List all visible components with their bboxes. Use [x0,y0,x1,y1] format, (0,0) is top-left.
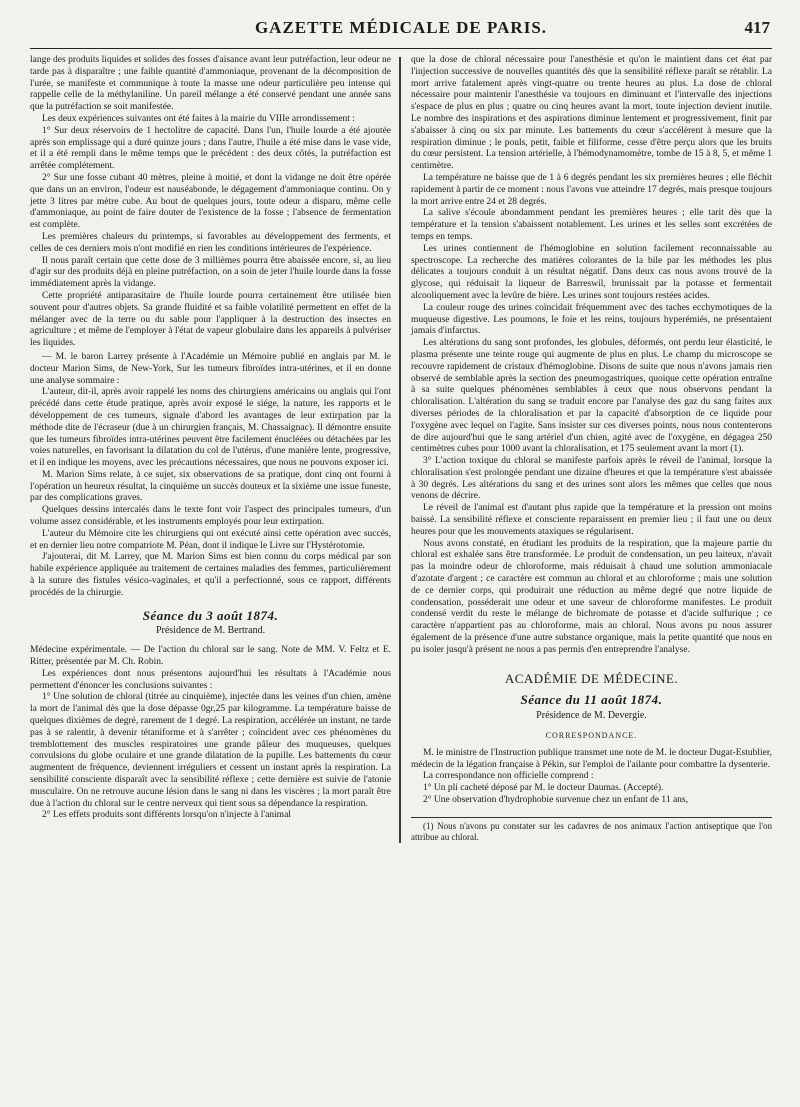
paragraph: Quelques dessins intercalés dans le texte font voir l'aspect des principales tumeurs, d'un volume assez considérable, et les instruments employés pour leur extirpation. [30,505,392,528]
paragraph: 1° Sur deux réservoirs de 1 hectolitre de capacité. Dans l'un, l'huile lourde a été ajoutée après son emplissage qui a duré quinze jours ; dans l'autre, l'huile a été mise dans le vase vide, et il a été rempli dans le même temps que le précédent : des deux côtés, la putréfaction est arrêtée complétement. [30,125,392,172]
footnote-divider [411,817,772,818]
seance-heading: Séance du 3 août 1874. [142,607,279,623]
paragraph: La couleur rouge des urines coïncidait fréquemment avec des taches ecchymotiques de la muqueuse digestive. Les poumons, le foie et les reins, toujours hyperémiés, ne présentaient jamais d'infarctus. [410,302,772,337]
journal-title: GAZETTE MÉDICALE DE PARIS. [254,18,548,37]
paragraph: J'ajouterai, dit M. Larrey, que M. Marion Sims est bien connu du corps médical par son habile expérience appliquée au traitement de certaines maladies des femmes, particulièrement à la suture des fistules vésico-vaginales, et qu'il a perfectionné, sous ce rapport, différents procédés de la chirurgie. [30,552,392,598]
paragraph: Les premières chaleurs du printemps, si favorables au développement des ferments, et celles de ces derniers mois n'ont modifié en rien les conditions intérieures de l'expérience. [30,231,392,254]
seance-heading: Séance du 11 août 1874. [520,692,663,708]
article-heading: Médecine expérimentale. — De l'action du chloral sur le sang. Note de MM. V. Feltz et E. Ritter, présentée par M. Ch. Robin. [30,645,392,668]
paragraph: Les expériences dont nous présentons aujourd'hui les résultats à l'Académie nous permettent d'énoncer les conclusions suivantes : [30,668,392,691]
presidence-line: Présidence de M. Bertrand. [155,625,266,637]
paragraph: Nous avons constaté, en étudiant les produits de la respiration, que la majeure partie du chloral est exhalée sans être transformée. Le produit de condensation, un peu laiteux, n'avait pas la moindre odeur de chloroforme, mais réduisait à chaud une solution ammoniacale d'azotate d'argent ; ce caractère est commun au chloral et au chloroforme ; mais une solution de ce dernier corps, qui produirait une réduction au même degré que notre liquide de condensation, posséderait une odeur et une saveur de chloroforme manifestes. Le produit condensé verdit du reste le mélange de bichromate de potasse et d'acide sulfurique ; ce caractère n'appartient pas au chloroforme, mais au chloral. Nous avons pu nous assurer également de la présence d'une autre substance organique, mais la petite quantité que nous en pu isoler jusqu'à présent ne nous a pas permis d'en entreprendre l'analyse. [410,538,772,655]
paragraph: — M. le baron Larrey présente à l'Académie un Mémoire publié en anglais par M. le docteur Marion Sims, de New-York, Sur les tumeurs fibroïdes intra-utérines, et il en donne une analyse sommaire : [30,351,392,386]
paragraph: L'auteur, dit-il, après avoir rappelé les noms des chirurgiens américains ou anglais qui l'ont précédé dans cette étude pratique, après avoir exposé le siége, la nature, les rapports et le développement de ces tumeurs, signale d'abord les avantages de leur extirpation par la méthode dite de l'écraseur (due à un chirurgien français, M. Chassaignac). Il démontre ensuite que les tumeurs fibroïdes intra-utérines peuvent être facilement énucléées ou détachées par les voies naturelles, en favorisant la dilatation du col de l'utérus, d'une manière lente, progressive, et il en indique les moyens, avec les précautions nécessaires, que nous ne pouvons exposer ici. [30,387,392,469]
left-column [30,55,399,843]
presidence-line: Présidence de M. Devergie. [536,710,647,722]
paragraph: que la dose de chloral nécessaire pour l'anesthésie et qu'on le maintient dans cet état par l'injection successive de nouvelles quantités dès que la sensibilité réflexe paraît se rétablir. La mort arrive fatalement après vingt-quatre ou trente heures au plus. La dose de chloral nécessaire pour maintenir l'anesthésie va toujours en diminuant et l'intervalle des injections s'espace de plus en plus ; quatre ou cinq heures avant la mort, toute injection devient inutile. Le nombre des inspirations et des aspirations diminue lentement et progressivement, finit par s'abaisser à cinq ou six par minute. Les battements du cœur s'accélèrent à mesure que la respiration diminue ; le pouls, petit, faible et filiforme, cesse d'être perçu alors que les bruits du cœur persistent. La tension artérielle, à l'hémodynamomètre, tombe de 15 à 8, 5, et même 1 centimètre. [410,55,772,172]
paragraph: 1° Un pli cacheté déposé par M. le docteur Daumas. (Accepté). [422,783,664,794]
paragraph: 2° Sur une fosse cubant 40 mètres, pleine à moitié, et dont la vidange ne doit être opérée que dans un an environ, l'odeur est nauséabonde, le dégagement d'ammoniaque continu. On y jette 3 litres par mètre cube. Au bout de quelques jours, toute odeur a disparu, même celle d'ammoniaque, au point de faire douter de l'existence de la fosse ; l'absence de fermentation est complète. [30,172,392,231]
paragraph: Les urines contiennent de l'hémoglobine en solution facilement reconnaissable au spectroscope. La recherche des matières colorantes de la bile par les méthodes les plus délicates a toujours conduit à un résultat négatif. Dans deux cas nous avons trouvé de la glycose, qui réduisait la liqueur de Barreswil, brunissait par la potasse et fermentait alcooliquement avec la levûre de bière. Les urines sont toujours restées acides. [410,243,772,301]
paragraph: 1° Une solution de chloral (titrée au cinquième), injectée dans les veines d'un chien, amène la mort de l'animal dès que la dose dépasse 0gr,25 par kilogramme. La température baisse de quelques dixièmes de degré, rarement de 1 degré. La respiration, accélérée un instant, ne tarde pas à se ralentir, à devenir tétaniforme et à s'arrêter ; coïncident avec ces phénomènes du tremblottement des muscles respiratoires une grande pâleur des muqueuses, quelques convulsions du globe oculaire et une grande dilatation de la pupille. Les battements du cœur augmentent de fréquence, deviennent irréguliers et cessent un instant après la respiration. La sensibilité consciente disparaît avec la sensibilité réflexe ; cette dernière est suivie de l'atonie musculaire. On ne retrouve aucune lésion dans le sang ni dans les viscères ; la mort paraît être due à l'action du chloral sur le centre nerveux qui tient sous sa dépendance la respiration. [30,692,392,809]
paragraph: Les deux expériences suivantes ont été faites à la mairie du VIIIe arrondissement : [42,113,355,124]
paragraph: L'auteur du Mémoire cite les chirurgiens qui ont exécuté ainsi cette opération avec succès, et en dernier lieu notre compatriote M. Péan, dont il indique le Livre sur l'Hystérotomie. [30,528,392,551]
paragraph: Il nous paraît certain que cette dose de 3 millièmes pourra être abaissée encore, si, au lieu d'agir sur des produits déjà en pleine putréfaction, on a soin de jeter l'huile lourde dans la fosse immédiatement après la vidange. [30,255,392,290]
page-number: 417 [744,18,770,37]
masthead [30,14,772,49]
two-column-body [30,55,772,843]
paragraph: Les altérations du sang sont profondes, les globules, déformés, ont perdu leur élasticité, le plasma présente une teinte rouge qui augmente de plus en plus. Le champ du microscope se recouvre rapidement de cristaux d'hémoglobine. Disons de suite que nous n'avons jamais rien observé de semblable après la section des pneumogastriques, quoique cette opération entraîne à sa suite quelques phénomènes semblables à ceux que nous observons pendant la chloralisation. L'altération du sang se traduit encore par l'analyse des gaz du sang faites aux diverses périodes de la chloralisation et par la capacité d'absorption de ce liquide pour l'oxygène avec lequel on l'agite. Sans insister sur ces diverses points, nous nous contenterons de dire aujourd'hui que le sang artériel d'un chien, agité avec de l'oxygène, en dégagea 250 centimètres cubes pour 1000 avant la chloralisation, et 175 seulement avant la mort (1). [410,338,772,455]
footnote: (1) Nous n'avons pu constater sur les cadavres de nos animaux l'action antiseptique que l'on attribue au chloral. [410,820,772,842]
paragraph: lange des produits liquides et solides des fosses d'aisance avant leur putréfaction, leur odeur ne tarde pas à disparaître ; une faible quantité d'ammoniaque, provenant de la décomposition de l'urée, se manifeste et communique à toute la masse une odeur particulière peu intense qui rappelle celle de la méthylaniline. Un pareil mélange a été conservé pendant une année sans que la putréfaction se soit manifestée. [30,55,392,113]
paragraph: La correspondance non officielle comprend : [422,771,594,782]
paragraph: 3° L'action toxique du chloral se manifeste parfois après le réveil de l'animal, lorsque la chloralisation s'est prolongée pendant une dizaine d'heures et que la température s'est abaissée à 30 degrés. Les altérations du sang et des urines sont alors les mêmes que celles que nous venons de décrire. [410,456,772,502]
academie-heading: ACADÉMIE DE MÉDECINE. [504,670,679,686]
right-column [401,55,772,843]
paragraph: Le réveil de l'animal est d'autant plus rapide que la température et la pression ont moins baissé. La sensibilité réflexe et consciente reparaissent en premier lieu ; il faut une ou deux heures pour que les mouvements ataxiques se régularisent. [410,503,772,537]
paragraph: 2° Les effets produits sont différents lorsqu'on n'injecte à l'animal [42,810,291,821]
paragraph: La température ne baisse que de 1 à 6 degrés pendant les six premières heures ; elle fléchit rapidement à partir de ce moment : nous l'avons vue atteindre 17 degrés, mais presque toujours la mort arrive entre 24 et 28 degrés. [410,172,773,207]
paragraph: La salive s'écoule abondamment pendant les premières heures ; elle tarit dès que la température et la tension s'abaissent notablement. Les urines et les selles sont excrétées de temps en temps. [410,208,772,242]
paragraph: M. le ministre de l'Instruction publique transmet une note de M. le docteur Dugat-Estublier, médecin de la légation française à Pékin, sur l'emploi de l'ailante pour combattre la dysenterie. [410,747,772,770]
paragraph: M. Marion Sims relate, à ce sujet, six observations de sa pratique, dont cinq ont fourni à l'opération un heureux résultat, la cinquième un succès douteux et la sixième une issue funeste, par des complications graves. [30,469,392,504]
correspondance-heading: CORRESPONDANCE. [545,731,638,741]
paragraph: Cette propriété antiparasitaire de l'huile lourde pourra certainement être utilisée bien souvent pour d'autres objets. Sa grande fluidité et sa faible volatilité permettent en effet de la mélanger avec de la terre ou du sable pour l'appliquer à la destruction des insectes en agriculture ; et même de l'employer à l'état de vapeur globulaire dans les appareils à pulvériser les liquides. [30,290,392,349]
paragraph: 2° Une observation d'hydrophobie survenue chez un enfant de 11 ans, [422,795,688,806]
